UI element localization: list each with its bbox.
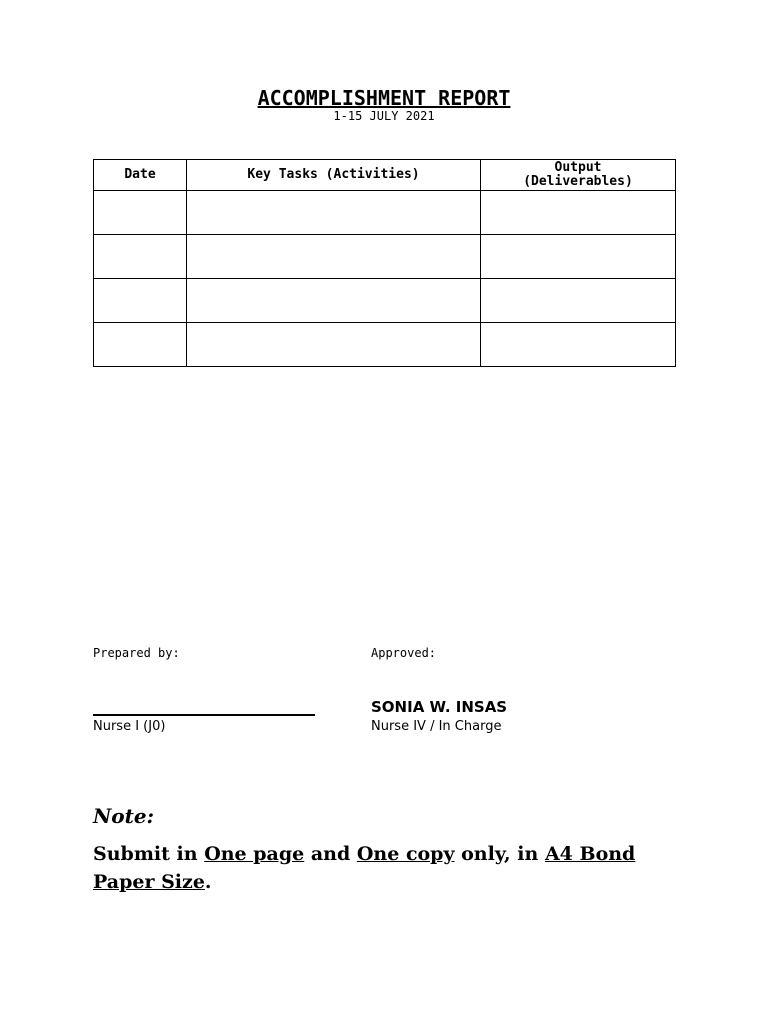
cell-tasks: [187, 191, 481, 235]
header-output-line1: Output: [554, 160, 602, 175]
approver-name: SONIA W. INSAS: [371, 698, 508, 716]
header-date: Date: [94, 160, 187, 191]
cell-date: [94, 279, 187, 323]
cell-date: [94, 191, 187, 235]
approved-label: Approved:: [371, 646, 437, 660]
header-output-line2: (Deliverables): [523, 174, 633, 189]
cell-output: [481, 279, 676, 323]
cell-tasks: [187, 235, 481, 279]
approver-position: Nurse IV / In Charge: [371, 719, 502, 734]
note-heading: Note:: [93, 804, 154, 828]
cell-date: [94, 235, 187, 279]
header-output: [481, 160, 676, 191]
note-text-part: only, in: [454, 843, 545, 865]
accomplishment-table: [93, 159, 676, 367]
prepared-by-label: Prepared by:: [93, 646, 180, 660]
note-emphasis-paper-size: A4 Bond Paper Size: [93, 843, 636, 893]
note-text: [93, 840, 693, 896]
note-text-part: .: [204, 871, 212, 893]
table-row: [94, 279, 676, 323]
table-row: [94, 235, 676, 279]
cell-tasks: [187, 323, 481, 367]
report-title: ACCOMPLISHMENT REPORT: [257, 86, 511, 110]
preparer-position: Nurse I (J0): [93, 719, 166, 734]
cell-tasks: [187, 279, 481, 323]
signature-line: [93, 714, 315, 716]
report-period: 1-15 JULY 2021: [333, 109, 435, 123]
cell-output: [481, 323, 676, 367]
note-emphasis-one-page: One page: [204, 843, 305, 865]
note-text-part: Submit in: [93, 843, 205, 865]
cell-output: [481, 191, 676, 235]
cell-output: [481, 235, 676, 279]
note-emphasis-one-copy: One copy: [356, 843, 455, 865]
cell-date: [94, 323, 187, 367]
note-text-part: and: [304, 843, 357, 865]
table-row: [94, 191, 676, 235]
table-header-row: [94, 160, 676, 191]
table-row: [94, 323, 676, 367]
header-key-tasks: Key Tasks (Activities): [187, 160, 481, 191]
